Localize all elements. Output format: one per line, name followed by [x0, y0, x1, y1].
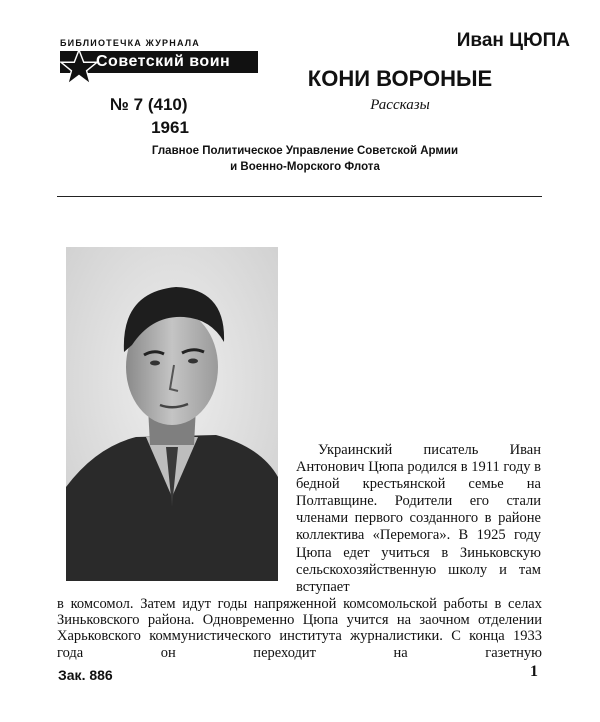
divider	[57, 196, 542, 197]
author-name: Иван ЦЮПА	[456, 30, 570, 51]
biography-continued: в комсомол. Затем идут годы напряженной комсомольской работы в селах Зиньковского района. Одновременно Цюпа учится на заочном отделении Харьковского коммунистического института журналистики. С конца 1933 года он переходит на газетную	[57, 596, 542, 661]
issue-number: № 7 (410)	[110, 95, 188, 114]
publisher	[70, 143, 540, 175]
page-number: 1	[530, 663, 538, 680]
biography-paragraph-start: Украинский писатель Иван Антонович Цюпа родился в 1911 году в бедной крестьянской семье на Полтавщине. Родители его стали членами первого созданного в районе коллектива «Перемога». В 1925 году Цюпа едет учиться в Зиньковскую сельскохозяйственную школу и там вступает	[296, 442, 541, 595]
print-order-number: Зак. 886	[58, 667, 113, 683]
book-title: КОНИ ВОРОНЫЕ	[307, 66, 493, 91]
series-name: Советский воин	[96, 53, 231, 70]
book-subtitle: Рассказы	[370, 97, 430, 113]
publisher-line-2: и Военно-Морского Флота	[230, 161, 380, 173]
red-star-icon	[60, 49, 98, 85]
publication-year: 1961	[151, 118, 189, 137]
biography-wrapped	[296, 442, 541, 596]
series-label: БИБЛИОТЕЧКА ЖУРНАЛА	[60, 38, 200, 48]
author-portrait	[66, 247, 278, 581]
publisher-line-1: Главное Политическое Управление Советской Армии	[151, 145, 459, 157]
